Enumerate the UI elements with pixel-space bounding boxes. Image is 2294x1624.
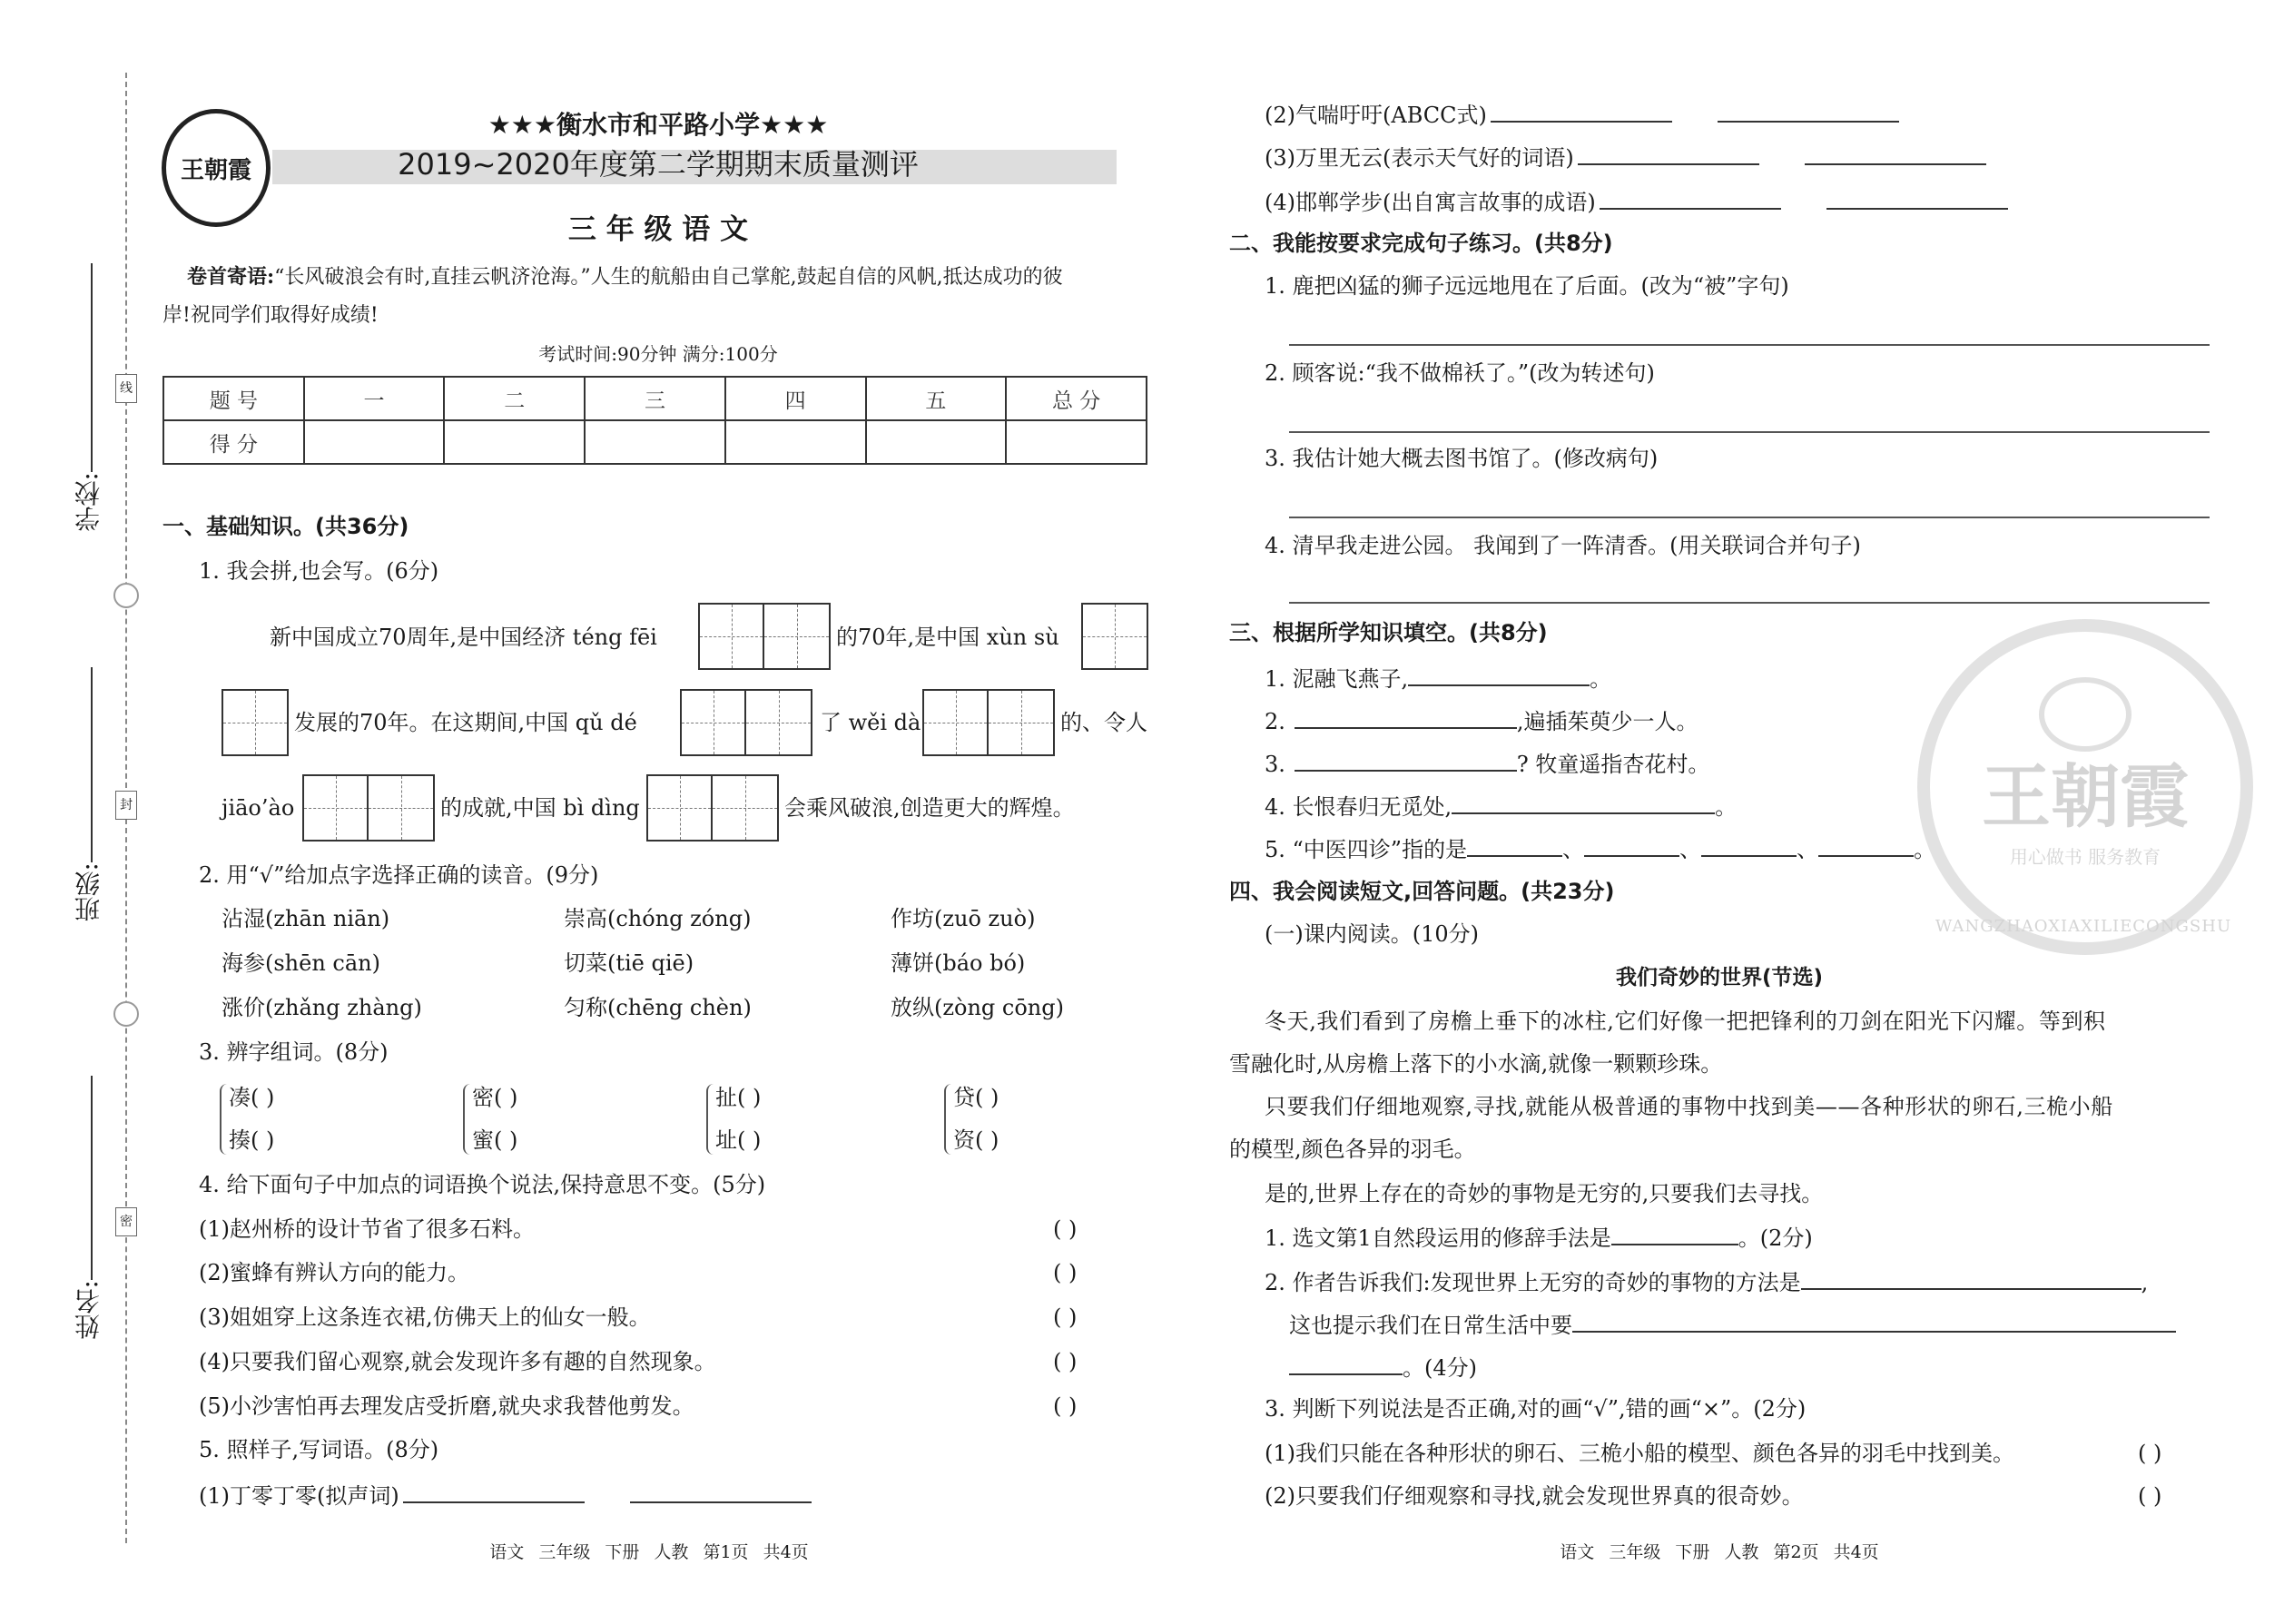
score-cell[interactable] [725,420,866,464]
table-cell: 三 [585,377,725,420]
separator: 、 [1679,837,1702,862]
passage-line: 雪融化时,从房檐上落下的小水滴,就像一颗颗珍珠。 [1229,1051,1723,1077]
rewrite-item: (4)只要我们留心观察,就会发现许多有趣的自然现象。 [199,1349,716,1374]
table-cell: 二 [444,377,585,420]
class-field-label: 班级: [74,862,103,922]
q5-item-2-text: (2)气喘吁吁(ABCC式) [1265,103,1487,128]
answer-blank[interactable] [1452,791,1715,814]
fill-item-5 [1265,833,1935,864]
answer-line[interactable] [1289,344,2210,346]
pinyin-text: 的、令人 [1060,710,1147,735]
pronunciation-item[interactable]: 薄饼(báo bó) [891,950,1026,976]
rewrite-item: (2)蜜蜂有辨认方向的能力。 [199,1260,469,1285]
answer-blank[interactable] [1826,186,2008,210]
answer-blank[interactable] [1408,663,1590,686]
q5-item-3-text: (3)万里无云(表示天气好的词语) [1265,145,1574,171]
reading-question-2 [1265,1266,2148,1297]
watermark-portrait-icon [2039,677,2132,752]
exam-info: 考试时间:90分钟 满分:100分 [538,343,778,365]
table-cell: 得 分 [163,420,304,464]
word-group-item[interactable]: 资( ) [953,1127,999,1153]
score-cell[interactable] [444,420,585,464]
fill-item-3 [1265,748,1709,779]
preface-label: 卷首寄语: [187,265,275,289]
fill-text: 。 [1715,794,1738,820]
question-text: 。(4分) [1403,1355,1477,1381]
fill-item-4 [1265,791,1737,822]
word-group-item[interactable]: 揍( ) [229,1127,275,1153]
section-4-heading: 四、我会阅读短文,回答问题。(共23分) [1229,879,1615,904]
page-footer-right: 语文 三年级 下册 人教 第2页 共4页 [1560,1542,1879,1562]
q5-item-4 [1265,186,2008,217]
binding-mark-seal: 封 [115,791,137,820]
fill-text: 。 [1914,837,1936,862]
sentence-item: 4. 清早我走进公园。 我闻到了一阵清香。(用关联词合并句子) [1265,533,1861,558]
table-cell: 四 [725,377,866,420]
binding-mark-secret: 密 [115,1207,137,1236]
fill-item-2 [1265,705,1698,736]
answer-line[interactable] [1289,517,2210,518]
pinyin-text: 的70年,是中国 xùn sù [836,625,1059,650]
sentence-item: 2. 顾客说:“我不做棉袄了。”(改为转述句) [1265,360,1655,386]
question-4: 4. 给下面句子中加点的词语换个说法,保持意思不变。(5分) [199,1172,766,1197]
q5-item-1-text: (1)丁零丁零(拟声词) [199,1483,399,1509]
class-field-line[interactable] [91,667,93,862]
sentence-item: 3. 我估计她大概去图书馆了。(修改病句) [1265,446,1659,471]
answer-blank[interactable] [1289,1352,1403,1375]
question-text: 2. 作者告诉我们:发现世界上无穷的奇妙的事物的方法是 [1265,1270,1801,1295]
word-group-item[interactable]: 贷( ) [953,1085,999,1110]
char-grid-biding[interactable] [646,774,779,842]
answer-line[interactable] [1289,602,2210,604]
passage-line: 只要我们仔细地观察,寻找,就能从极普通的事物中找到美——各种形状的卵石,三桅小船 [1265,1094,2113,1119]
reading-question-2-cont [1289,1309,2176,1340]
table-cell: 题 号 [163,377,304,420]
pinyin-text: jiāo’ào [222,795,295,821]
watermark-slogan: 用心做书 服务教育 [2009,846,2161,868]
name-field-line[interactable] [91,1076,93,1280]
pronunciation-item[interactable]: 匀称(chēng chèn) [564,995,752,1020]
char-grid-jiaoao[interactable] [302,774,435,842]
char-grid-tengfei[interactable] [698,603,831,670]
binding-circle-icon [113,1001,139,1027]
page-footer-left: 语文 三年级 下册 人教 第1页 共4页 [489,1542,809,1562]
question-1: 1. 我会拼,也会写。(6分) [199,558,439,584]
name-field-label: 姓名: [74,1280,103,1340]
logo-text: 王朝霞 [180,156,251,184]
fill-text: ,遍插茱萸少一人。 [1516,709,1698,734]
reading-question-1 [1265,1222,1813,1253]
rewrite-item: (3)姐姐穿上这条连衣裙,仿佛天上的仙女一般。 [199,1304,651,1330]
q5-item-1 [199,1480,812,1511]
watermark-seal [1917,619,2253,955]
answer-paren[interactable]: ( ) [2138,1483,2162,1509]
rewrite-item: (1)赵州桥的设计节省了很多石料。 [199,1216,535,1242]
fill-text: 1. 泥融飞燕子, [1265,666,1409,692]
table-cell: 五 [866,377,1007,420]
answer-blank[interactable] [1584,833,1679,857]
answer-blank[interactable] [1611,1222,1738,1245]
section-2-heading: 二、我能按要求完成句子练习。(共8分) [1229,231,1613,256]
answer-blank[interactable] [1578,142,1759,165]
answer-blank[interactable] [1295,705,1517,729]
word-group-item[interactable]: 扯( ) [715,1085,762,1110]
answer-line[interactable] [1289,431,2210,433]
answer-paren[interactable]: ( ) [1053,1349,1078,1374]
pinyin-text: 了 wěi dà [820,710,921,735]
pinyin-text: 的成就,中国 bì dìng [440,795,640,821]
fill-text: 5. “中医四诊”指的是 [1265,837,1468,862]
question-text: , [2141,1270,2149,1295]
word-group-item[interactable]: 址( ) [715,1127,762,1153]
section-1-heading: 一、基础知识。(共36分) [162,514,409,539]
q5-item-4-text: (4)邯郸学步(出自寓言故事的成语) [1265,190,1596,215]
answer-blank[interactable] [1467,833,1562,857]
pronunciation-item[interactable]: 放纵(zòng cōng) [891,995,1064,1020]
binding-circle-icon [113,583,139,608]
fill-text: 。 [1590,666,1612,692]
passage-line: 是的,世界上存在的奇妙的事物是无穷的,只要我们去寻找。 [1265,1181,1824,1206]
q5-item-2 [1265,99,1899,130]
preface-line-2: 岸!祝同学们取得好成绩! [162,304,379,327]
question-2: 2. 用“√”给加点字选择正确的读音。(9分) [199,862,599,888]
passage-line: 的模型,颜色各异的羽毛。 [1229,1137,1476,1162]
score-table-score-row [163,420,1147,464]
question-5: 5. 照样子,写词语。(8分) [199,1437,439,1462]
school-name: ★★★衡水市和平路小学★★★ [487,110,829,140]
pinyin-text: 新中国成立70周年,是中国经济 téng fēi [270,625,657,650]
pronunciation-item[interactable]: 涨价(zhǎng zhàng) [222,995,422,1020]
brace-icon [706,1084,715,1155]
subject-title: 三 年 级 语 文 [567,213,749,246]
fill-text: 4. 长恨春归无觅处, [1265,794,1452,820]
passage-line: 冬天,我们看到了房檐上垂下的冰柱,它们好像一把把锋利的刀剑在阳光下闪耀。等到积 [1265,1009,2106,1034]
brace-icon [944,1084,953,1155]
answer-paren[interactable]: ( ) [1053,1216,1078,1242]
preface-text: “长风破浪会有时,直挂云帆济沧海。”人生的航船由自己掌舵,鼓起自信的风帆,抵达成功的彼 [274,266,1063,289]
watermark-brand: 王朝霞 [1982,756,2189,837]
score-table-header-row [163,377,1147,420]
question-3: 3. 辨字组词。(8分) [199,1039,389,1065]
table-cell: 一 [304,377,445,420]
pinyin-text: 发展的70年。在这期间,中国 qǔ dé [294,710,637,735]
answer-blank[interactable] [1295,748,1517,772]
answer-blank[interactable] [1701,833,1797,857]
rewrite-item: (5)小沙害怕再去理发店受折磨,就央求我替他剪发。 [199,1393,694,1419]
school-field-label: 学校: [74,472,103,532]
brace-icon [463,1084,472,1155]
answer-blank[interactable] [1600,186,1781,210]
sentence-item: 1. 鹿把凶猛的狮子远远地甩在了后面。(改为“被”字句) [1265,273,1789,299]
watermark-ring-text: WANGZHAOXIAXILIECONGSHU [1935,917,2232,936]
reading-part-1: (一)课内阅读。(10分) [1265,921,1479,947]
word-group-item[interactable]: 蜜( ) [472,1127,518,1153]
question-text: 。(2分) [1738,1225,1813,1251]
score-cell[interactable] [585,420,725,464]
answer-blank[interactable] [1491,99,1672,123]
answer-blank[interactable] [403,1480,585,1503]
brace-icon [220,1084,229,1155]
score-table [162,376,1147,465]
answer-paren[interactable]: ( ) [1053,1304,1078,1330]
q5-item-3 [1265,142,1986,172]
fill-text: 2. [1265,709,1285,734]
fill-text: 3. [1265,752,1285,777]
exam-title: 2019~2020年度第二学期期末质量测评 [398,147,919,182]
separator: 、 [1562,837,1585,862]
preface-line-1 [187,262,1063,292]
pronunciation-item[interactable]: 切菜(tiē qiē) [564,950,694,976]
word-group-item[interactable]: 凑( ) [229,1085,275,1110]
pronunciation-item[interactable]: 作坊(zuō zuò) [891,906,1036,931]
passage-title: 我们奇妙的世界(节选) [1615,966,1824,989]
separator: 、 [1797,837,1819,862]
answer-blank[interactable] [1818,833,1914,857]
char-grid-xunsu-2[interactable] [222,689,289,756]
answer-paren[interactable]: ( ) [1053,1260,1078,1285]
score-cell[interactable] [304,420,445,464]
judge-item: (2)只要我们仔细观察和寻找,就会发现世界真的很奇妙。 [1265,1483,1804,1509]
table-cell: 总 分 [1006,377,1147,420]
question-text: 1. 选文第1自然段运用的修辞手法是 [1265,1225,1611,1251]
char-grid-xunsu[interactable] [1081,603,1148,670]
pronunciation-item[interactable]: 崇高(chóng zóng) [564,906,752,931]
fill-item-1 [1265,663,1611,694]
score-cell[interactable] [1006,420,1147,464]
reading-question-3: 3. 判断下列说法是否正确,对的画“√”,错的画“×”。(2分) [1265,1396,1807,1422]
char-grid-weida[interactable] [922,689,1055,756]
answer-blank[interactable] [1572,1309,2176,1333]
char-grid-qude[interactable] [680,689,812,756]
question-text: 这也提示我们在日常生活中要 [1289,1313,1572,1338]
reading-question-2-end [1289,1352,1477,1383]
answer-paren[interactable]: ( ) [2138,1441,2162,1466]
binding-mark-line: 线 [115,374,137,403]
pronunciation-item[interactable]: 沾湿(zhān niān) [222,906,390,931]
pinyin-text: 会乘风破浪,创造更大的辉煌。 [784,795,1075,821]
section-3-heading: 三、根据所学知识填空。(共8分) [1229,620,1548,645]
answer-blank[interactable] [1718,99,1899,123]
answer-blank[interactable] [1805,142,1986,165]
fill-text: ? 牧童遥指杏花村。 [1516,752,1710,777]
word-group-item[interactable]: 密( ) [472,1085,518,1110]
answer-blank[interactable] [630,1480,812,1503]
answer-blank[interactable] [1801,1266,2141,1290]
judge-item: (1)我们只能在各种形状的卵石、三桅小船的模型、颜色各异的羽毛中找到美。 [1265,1441,2014,1466]
pronunciation-item[interactable]: 海参(shēn cān) [222,950,380,976]
answer-paren[interactable]: ( ) [1053,1393,1078,1419]
score-cell[interactable] [866,420,1007,464]
